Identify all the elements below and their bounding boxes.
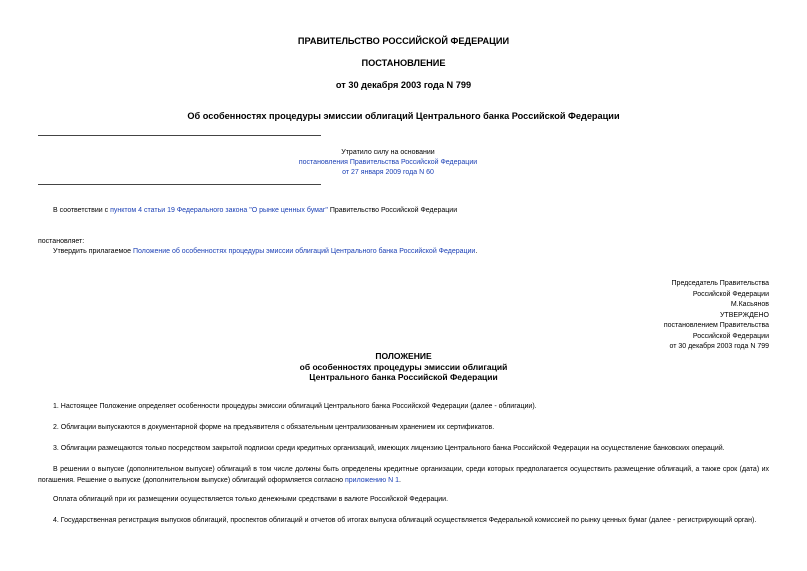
resolves-text: постановляет: bbox=[38, 238, 85, 245]
repeal-notice bbox=[38, 148, 738, 178]
signature-line: УТВЕРЖДЕНО bbox=[719, 311, 769, 319]
approve-suffix: . bbox=[475, 248, 478, 255]
signature-line: М.Касьянов bbox=[730, 301, 769, 308]
appendix-link[interactable]: приложению N 1 bbox=[344, 476, 399, 484]
approve-prefix: Утвердить прилагаемое bbox=[53, 248, 134, 255]
repeal-link-date[interactable]: от 27 января 2009 года N 60 bbox=[342, 169, 434, 176]
signature-line: Председатель Правительства bbox=[671, 280, 769, 287]
signature-line: постановлением Правительства bbox=[663, 322, 769, 329]
header-org: ПРАВИТЕЛЬСТВО РОССИЙСКОЙ ФЕДЕРАЦИИ bbox=[297, 36, 510, 46]
preamble-suffix: Правительство Российской Федерации bbox=[327, 207, 458, 214]
paragraph-3: 3. Облигации размещаются только посредством закрытой подписки среди кредитных организаций, имеющих лицензию Центрального банка Российской Федерации на осуществление банковских операций. bbox=[53, 445, 725, 452]
regulation-title-2: об особенностях процедуры эмиссии облигаций bbox=[299, 361, 508, 372]
header-date: от 30 декабря 2003 года N 799 bbox=[335, 80, 472, 90]
signature-line: от 30 декабря 2003 года N 799 bbox=[669, 343, 769, 350]
regulation-title-1: ПОЛОЖЕНИЕ bbox=[375, 351, 432, 361]
paragraph-4-end: . bbox=[398, 476, 401, 484]
divider-top bbox=[38, 135, 321, 136]
document-title: Об особенностях процедуры эмиссии облигаций Центрального банка Российской Федерации bbox=[187, 111, 620, 121]
approve-paragraph bbox=[38, 247, 769, 258]
paragraph-2: 2. Облигации выпускаются в документарной форме на предъявителя с обязательным централизованным хранением их сертификатов. bbox=[53, 424, 495, 431]
preamble bbox=[38, 206, 769, 217]
paragraph-5: Оплата облигаций при их размещении осуществляется только денежными средствами в валюте Российской Федерации. bbox=[53, 496, 449, 503]
divider-bottom bbox=[38, 184, 321, 185]
paragraph-4 bbox=[38, 465, 769, 486]
signature-line: Российской Федерации bbox=[692, 290, 769, 298]
regulation-link[interactable]: Положение об особенностях процедуры эмиссии облигаций Центрального банка Российской Федерации bbox=[133, 248, 476, 255]
law-link[interactable]: пунктом 4 статьи 19 Федерального закона "О рынке ценных бумаг" bbox=[110, 207, 328, 214]
signature-line: Российской Федерации bbox=[692, 332, 769, 340]
paragraph-6: 4. Государственная регистрация выпусков облигаций, проспектов облигаций и отчетов об итогах выпуска облигаций осуществляется Федеральной комиссией по рынку ценных бумаг (далее - регистрирующий орган). bbox=[53, 517, 757, 524]
regulation-title-3: Центрального банка Российской Федерации bbox=[309, 372, 498, 382]
repeal-link-decree[interactable]: постановления Правительства Российской Федерации bbox=[298, 159, 478, 166]
paragraph-1: 1. Настоящее Положение определяет особенности процедуры эмиссии облигаций Центрального банка Российской Федерации (далее - облигации). bbox=[53, 403, 537, 410]
signature-block bbox=[664, 279, 769, 353]
paragraph-4-text: В решении о выпуске (дополнительном выпуске) облигаций в том числе должны быть определены кредитные организации, среди которых предполагается осуществить размещение облигаций, а также срок (дата) их погашения. Решение о выпуске (дополнительном выпуске) облигаций оформляется согласно bbox=[38, 466, 769, 484]
preamble-prefix: В соответствии с bbox=[53, 207, 111, 214]
header-doc-type: ПОСТАНОВЛЕНИЕ bbox=[361, 58, 446, 68]
repeal-text: Утратило силу на основании bbox=[341, 149, 435, 156]
regulation-title bbox=[0, 351, 807, 383]
